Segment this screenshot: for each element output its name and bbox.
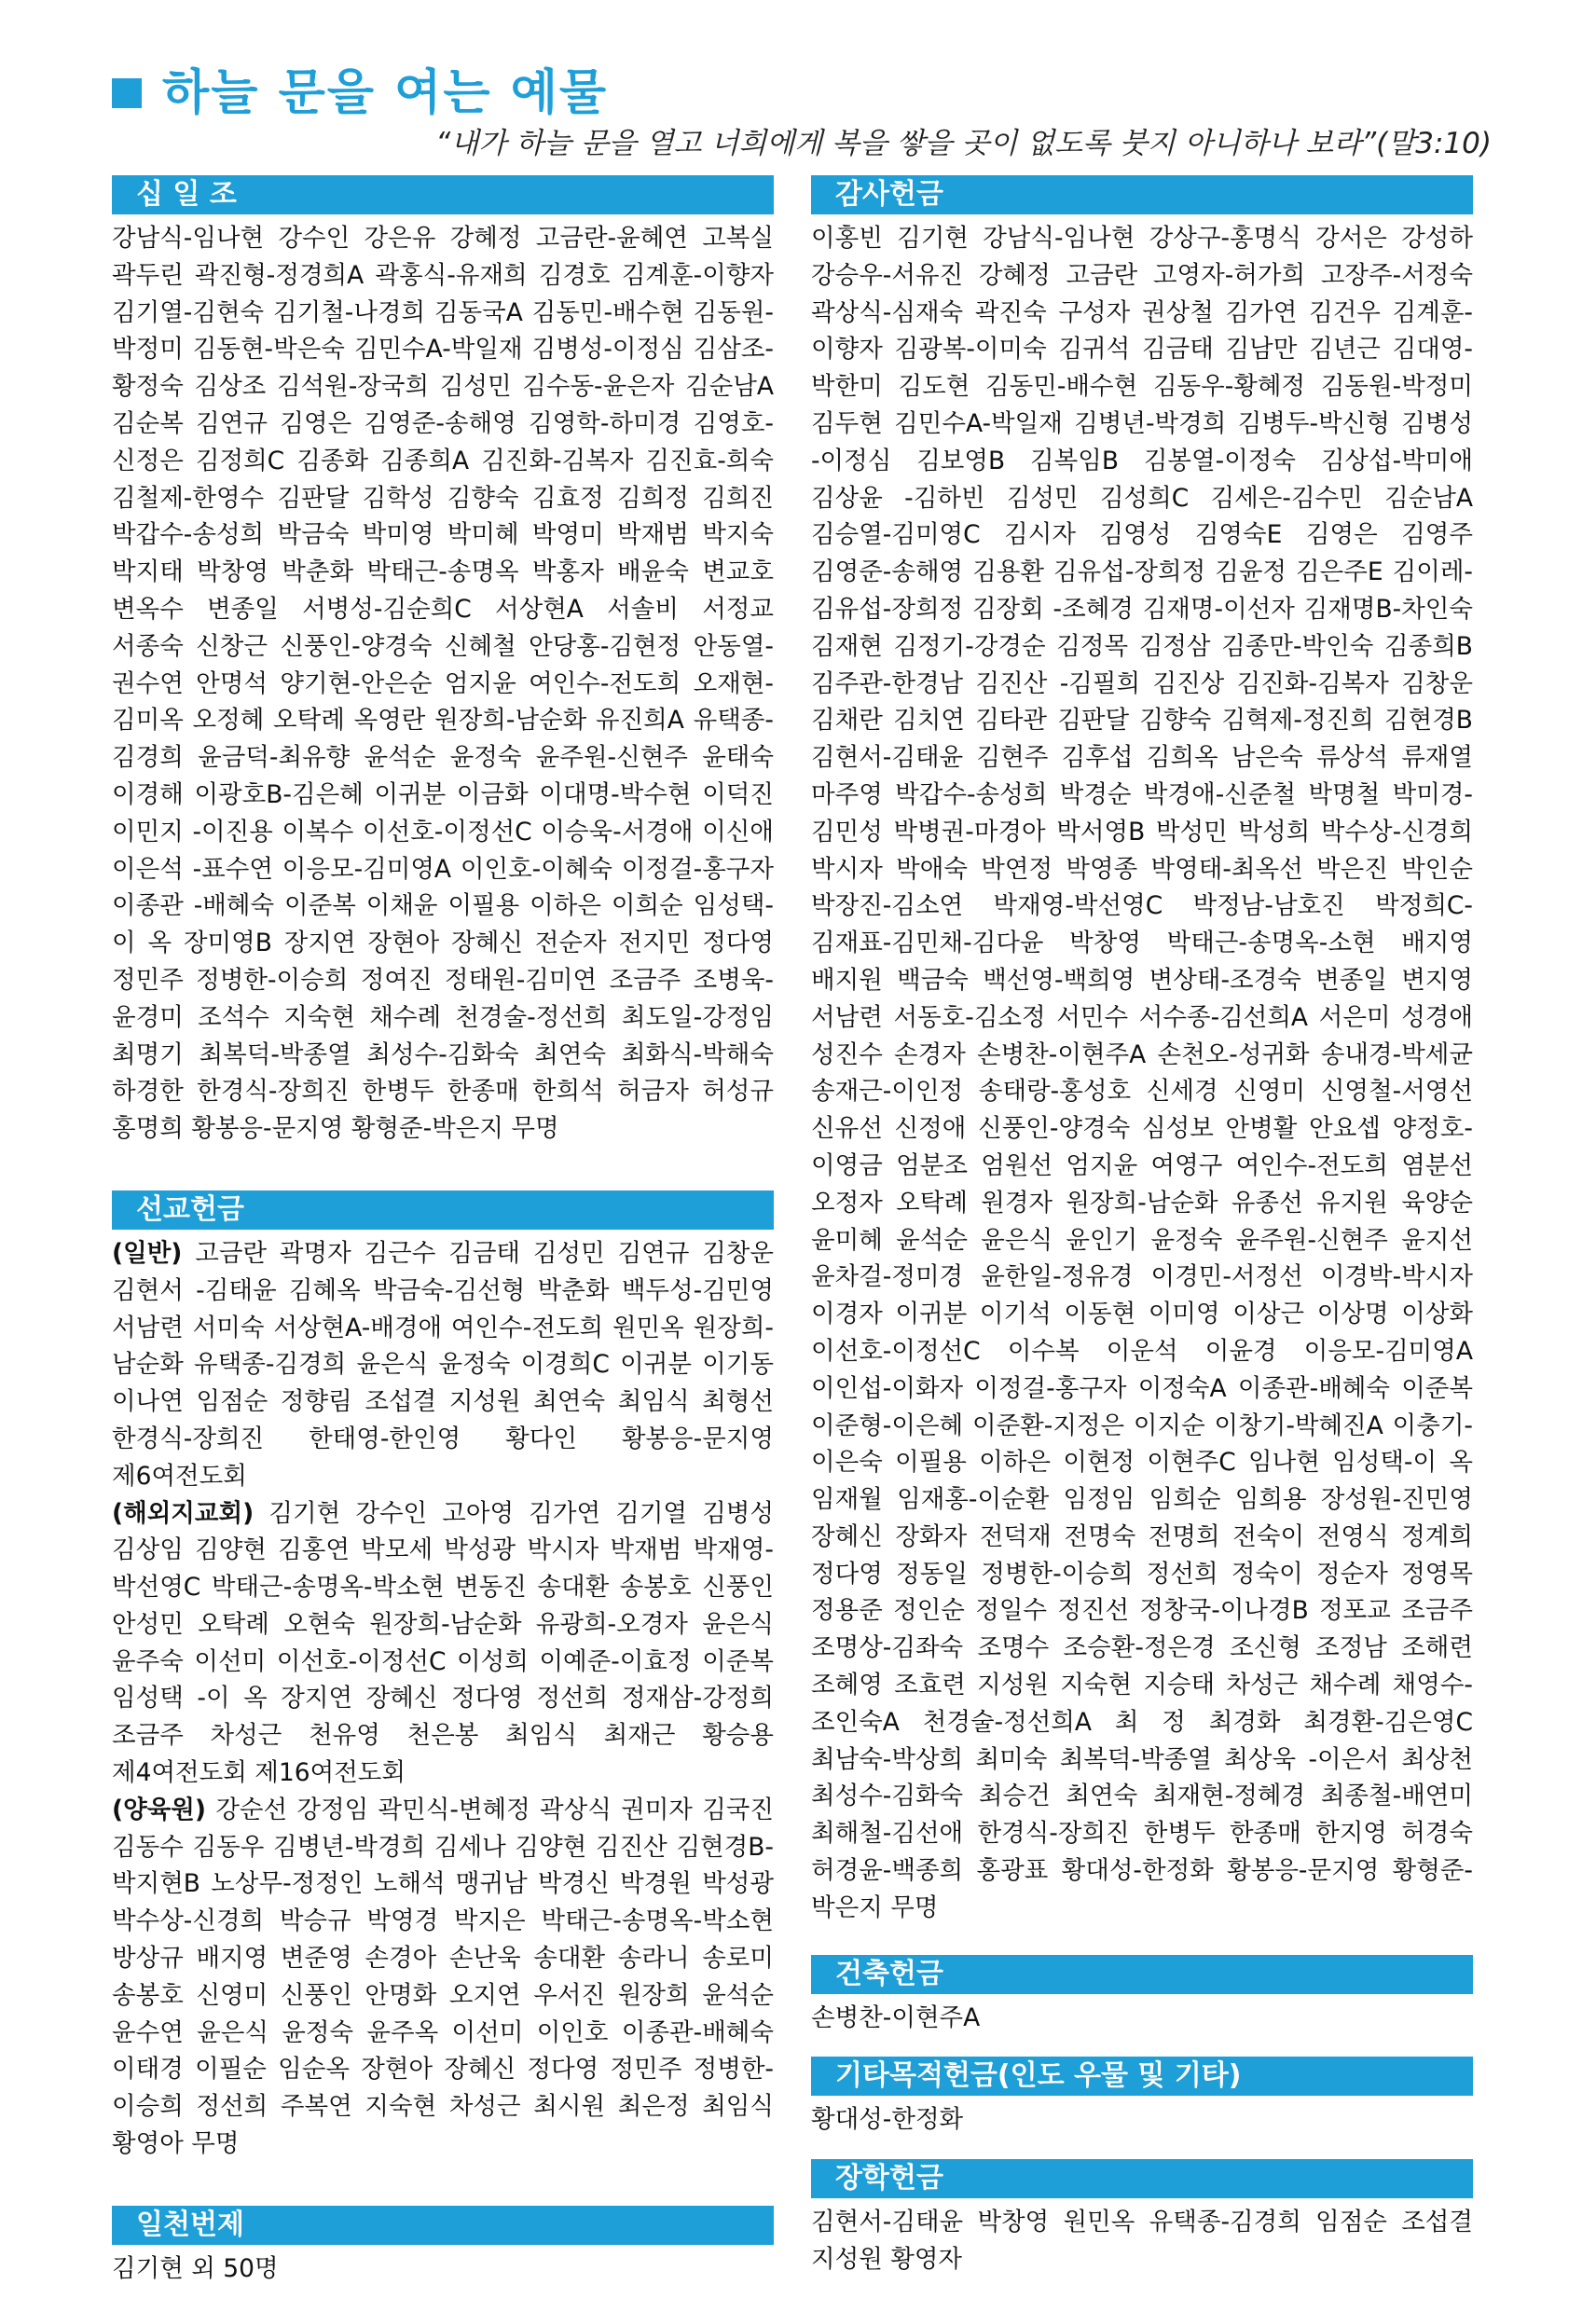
mission-body	[112, 1235, 774, 2163]
tithe-section	[112, 175, 774, 1148]
thousand-heading: 일천번제	[112, 2206, 774, 2245]
thanks-section	[811, 175, 1473, 1927]
right-column	[811, 175, 1473, 2278]
building-heading: 건축헌금	[811, 1955, 1473, 1994]
left-column	[112, 175, 774, 2288]
building-section	[811, 1955, 1473, 2037]
tithe-heading: 십 일 조	[112, 175, 774, 214]
mission-group-general	[112, 1235, 774, 1495]
thanks-heading: 감사헌금	[811, 175, 1473, 214]
group-names: 강순선 강정임 곽민식-변혜정 곽상식 권미자 김국진 김동수 김동우 김병년-박경희 김세나 김양현 김진산 김현경B-박지현B 노상무-정정인 노해석 맹귀남 박경신 박경원 박성광 박수상-신경희 박승규 박영경 박지은 박태근-송명옥-박소현 방상규 배지영 변준영 손경아 손난욱 송대환 송라니 송로미 송봉호 신영미 신풍인 안명화 오지연 우서진 원장희 윤석순 윤수연 윤은식 윤정숙 윤주옥 이선미 이인호 이종관-배혜숙 이태경 이필순 임순옥 장현아 장혜신 정다영 정민주 정병한-이승희 정선희 주복연 지숙현 차성근 최시원 최은정 최임식 황영아 무명	[112, 1795, 774, 2159]
group-names: 고금란 곽명자 김근수 김금태 김성민 김연규 김창운 김현서 -김태윤 김혜옥 박금숙-김선형 박춘화 백두성-김민영 서남련 서미숙 서상현A-배경애 여인수-전도희 원민옥 원장희-남순화 유택종-김경희 윤은식 윤정숙 이경희C 이귀분 이기동 이나연 임점순 정향림 조섭결 지성원 최연숙 최임식 최형선 한경식-장희진 한태영-한인영 황다인 황봉응-문지영 제6여전도회	[112, 1238, 774, 1491]
thanks-names: 이홍빈 김기현 강남식-임나현 강상구-홍명식 강서은 강성하 강승우-서유진 강혜정 고금란 고영자-허가희 고장주-서정숙 곽상식-심재숙 곽진숙 구성자 권상철 김가연 김건우 김계훈-이향자 김광복-이미숙 김귀석 김금태 김남만 김년근 김대영-박한미 김도현 김동민-배수현 김동우-황혜정 김동원-박정미 김두현 김민수A-박일재 김병년-박경희 김병두-박신형 김병성 -이정심 김보영B 김복임B 김봉열-이정숙 김상섭-박미애 김상윤 -김하빈 김성민 김성희C 김세은-김수민 김순남A 김승열-김미영C 김시자 김영성 김영숙E 김영은 김영주 김영준-송해영 김용환 김유섭-장희정 김윤정 김은주E 김이레-김유섭-장희정 김장회 -조혜경 김재명-이선자 김재명B-차인숙 김재현 김정기-강경순 김정목 김정삼 김종만-박인숙 김종희B 김주관-한경남 김진산 -김필희 김진상 김진화-김복자 김창운 김채란 김치연 김타관 김판달 김향숙 김혁제-정진희 김현경B 김현서-김태윤 김현주 김후섭 김희옥 남은숙 류상석 류재열 마주영 박갑수-송성희 박경순 박경애-신준철 박명철 박미경-김민성 박병권-마경아 박서영B 박성민 박성희 박수상-신경희 박시자 박애숙 박연정 박영종 박영태-최옥선 박은진 박인순 박장진-김소연 박재영-박선영C 박정남-남호진 박정희C-김재표-김민채-김다윤 박창영 박태근-송명옥-소현 배지영 배지원 백금숙 백선영-백희영 변상태-조경숙 변종일 변지영 서남련 서동호-김소정 서민수 서수종-김선희A 서은미 성경애 성진수 손경자 손병찬-이현주A 손천오-성귀화 송내경-박세균 송재근-이인정 송태랑-홍성호 신세경 신영미 신영철-서영선 신유선 신정애 신풍인-양경숙 심성보 안병활 안요셉 양정호-이영금 엄분조 엄원선 엄지윤 여영구 여인수-전도희 염분선 오정자 오탁례 원경자 원장희-남순화 유종선 유지원 육양순 윤미혜 윤석순 윤은식 윤인기 윤정숙 윤주원-신현주 윤지선 윤차걸-정미경 윤한일-정유경 이경민-서정선 이경박-박시자 이경자 이귀분 이기석 이동현 이미영 이상근 이상명 이상화 이선호-이정선C 이수복 이운석 이윤경 이응모-김미영A 이인섭-이화자 이정걸-홍구자 이정숙A 이종관-배혜숙 이준복 이준형-이은혜 이준환-지정은 이지순 이창기-박혜진A 이충기-이은숙 이필용 이하은 이현정 이현주C 임나현 임성택-이 옥 임재월 임재홍-이순환 임정임 임희순 임희용 장성원-진민영 장혜신 장화자 전덕재 전명숙 전명희 전숙이 전영식 정계희 정다영 정동일 정병한-이승희 정선희 정숙이 정순자 정영목 정용준 정인순 정일수 정진선 정창국-이나경B 정포교 조금주 조명상-김좌숙 조명수 조승환-정은경 조신형 조정남 조해련 조혜영 조효련 지성원 지숙현 지승태 차성근 채수례 채영수-조인숙A 천경술-정선희A 최 정 최경화 최경환-김은영C 최남숙-박상희 최미숙 최복덕-박종열 최상욱 -이은서 최상천 최성수-김화숙 최승건 최연숙 최재현-정혜경 최종철-배연미 최해철-김선애 한경식-장희진 한병두 한종매 한지영 허경숙 허경윤-백종희 홍광표 황대성-한정화 황봉응-문지영 황형준-박은지 무명	[811, 224, 1473, 1922]
square-bullet-icon	[112, 78, 142, 108]
group-tag: (해외지교회)	[112, 1498, 255, 1528]
thousand-section	[112, 2206, 774, 2288]
building-names: 손병찬-이현주A	[811, 2002, 981, 2032]
other-heading: 기타목적헌금(인도 우물 및 기타)	[811, 2057, 1473, 2096]
scripture-quote: “내가 하늘 문을 열고 너희에게 복을 쌓을 곳이 없도록 붓지 아니하나 보라”(말3:10)	[435, 127, 1492, 160]
other-names: 황대성-한정화	[811, 2105, 964, 2135]
title-row	[112, 56, 1492, 131]
other-section	[811, 2057, 1473, 2139]
mission-heading: 선교헌금	[112, 1190, 774, 1230]
scholarship-section	[811, 2159, 1473, 2278]
scholarship-names: 김현서-김태윤 박창영 원민옥 유택종-김경희 임점순 조섭결 지성원 황영자	[811, 2208, 1473, 2275]
group-tag: (양육원)	[112, 1795, 207, 1824]
tithe-names: 강남식-임나현 강수인 강은유 강혜정 고금란-윤혜연 고복실 곽두린 곽진형-정경희A 곽홍식-유재희 김경호 김계훈-이향자 김기열-김현숙 김기철-나경희 김동국A 김동민-배수현 김동원-박정미 김동현-박은숙 김민수A-박일재 김병성-이정심 김삼조-황정숙 김상조 김석원-장국희 김성민 김수동-윤은자 김순남A 김순복 김연규 김영은 김영준-송해영 김영학-하미경 김영호-신정은 김정희C 김종화 김종희A 김진화-김복자 김진효-희숙 김철제-한영수 김판달 김학성 김향숙 김효정 김희정 김희진 박갑수-송성희 박금숙 박미영 박미혜 박영미 박재범 박지숙 박지태 박창영 박춘화 박태근-송명옥 박홍자 배윤숙 변교호 변옥수 변종일 서병성-김순희C 서상현A 서솔비 서정교 서종숙 신창근 신풍인-양경숙 신혜철 안당홍-김현정 안동열-권수연 안명석 양기현-안은순 엄지윤 여인수-전도희 오재현-김미옥 오정혜 오탁례 옥영란 원장희-남순화 유진희A 유택종-김경희 윤금덕-최유향 윤석순 윤정숙 윤주원-신현주 윤태숙 이경해 이광호B-김은혜 이귀분 이금화 이대명-박수현 이덕진 이민지 -이진용 이복수 이선호-이정선C 이승욱-서경애 이신애 이은석 -표수연 이응모-김미영A 이인호-이혜숙 이정걸-홍구자 이종관 -배혜숙 이준복 이채윤 이필용 이하은 이희순 임성택-이 옥 장미영B 장지연 장현아 장혜신 전순자 전지민 정다영 정민주 정병한-이승희 정여진 정태원-김미연 조금주 조병욱-윤경미 조석수 지숙현 채수례 천경술-정선희 최도일-강정임 최명기 최복덕-박종열 최성수-김화숙 최연숙 최화식-박해숙 하경한 한경식-장희진 한병두 한종매 한희석 허금자 허성규 홍명희 황봉응-문지영 황형준-박은지 무명	[112, 224, 774, 1144]
page-header	[112, 56, 1492, 160]
thousand-names: 김기현 외 50명	[112, 2253, 279, 2283]
page-title: 하늘 문을 여는 예물	[162, 65, 609, 121]
mission-group-orphanage	[112, 1792, 774, 2163]
scholarship-heading: 장학헌금	[811, 2159, 1473, 2198]
mission-section	[112, 1190, 774, 2163]
mission-group-overseas	[112, 1495, 774, 1792]
group-names: 김기현 강수인 고아영 김가연 김기열 김병성 김상임 김양현 김홍연 박모세 박성광 박시자 박재범 박재영-박선영C 박태근-송명옥-박소현 변동진 송대환 송봉호 신풍인 안성민 오탁례 오현숙 원장희-남순화 유광희-오경자 윤은식 윤주숙 이선미 이선호-이정선C 이성희 이예준-이효정 이준복 임성택 -이 옥 장지연 장혜신 정다영 정선희 정재삼-강정희 조금주 차성근 천유영 천은봉 최임식 최재근 황승용 제4여전도회 제16여전도회	[112, 1498, 774, 1788]
group-tag: (일반)	[112, 1238, 183, 1268]
